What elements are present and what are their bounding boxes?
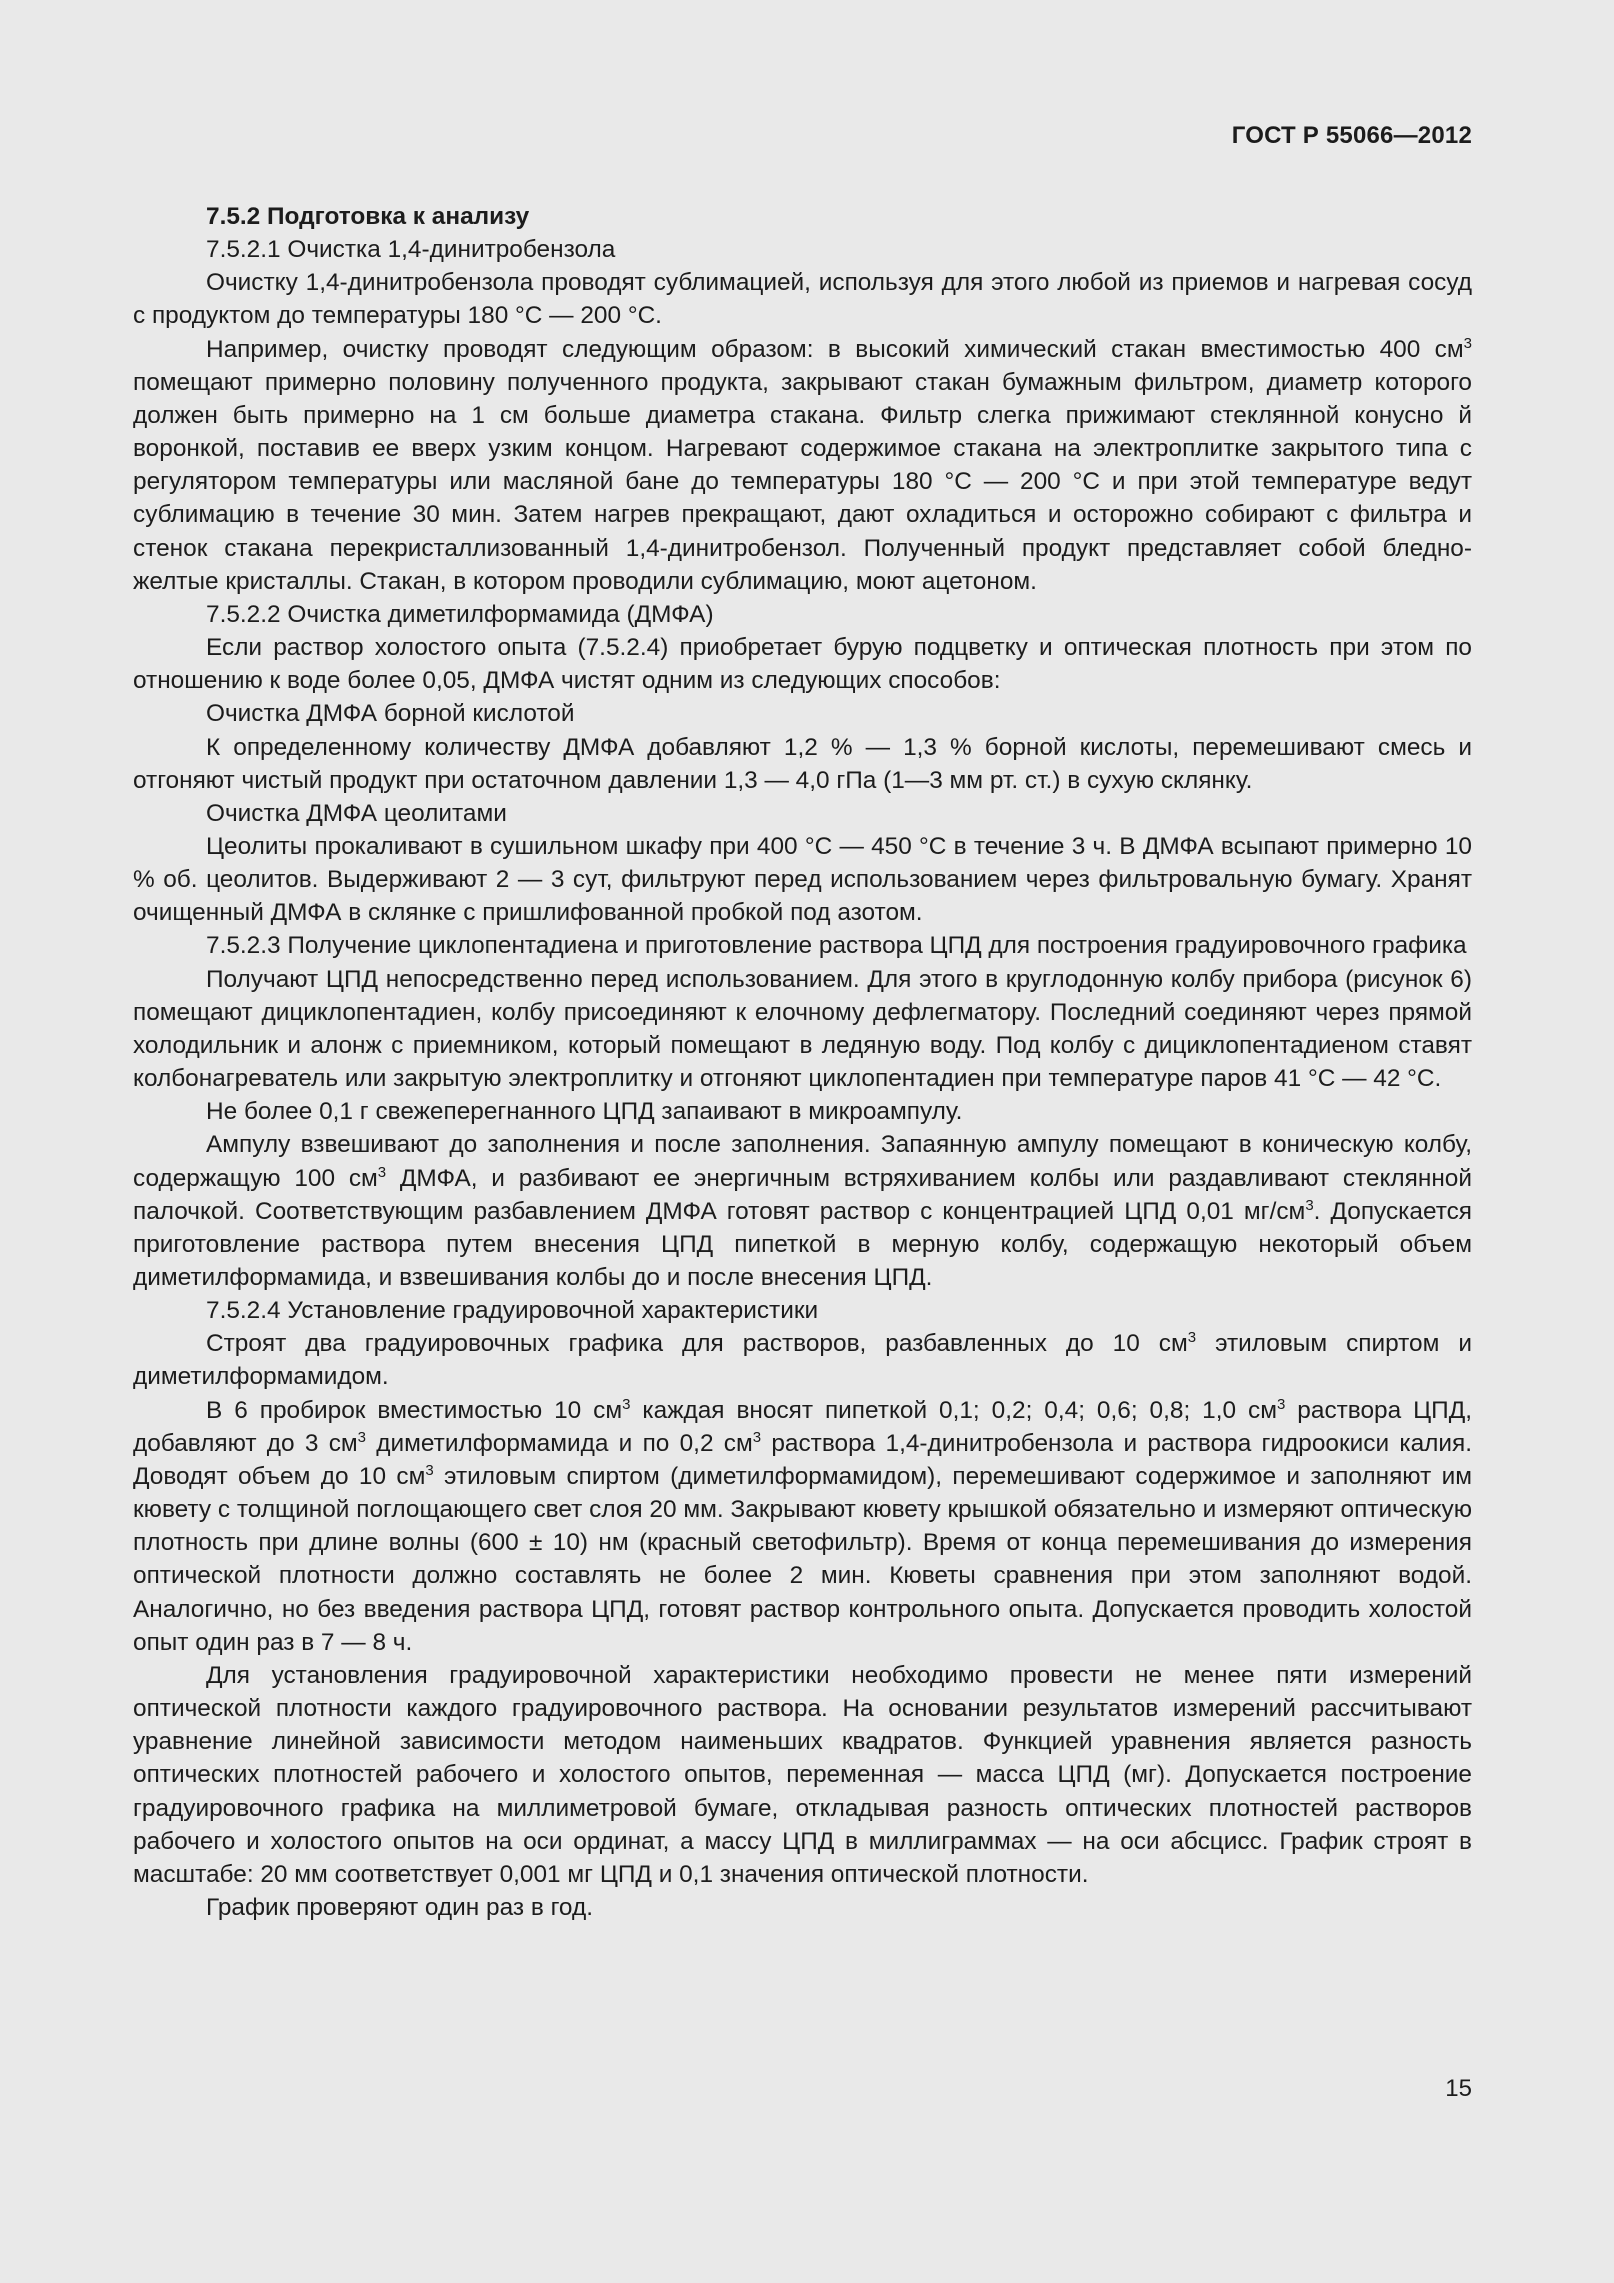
paragraph: Строят два градуировочных графика для растворов, разбавленных до 10 $см^3$ этиловым спиртом и диметилформамидом.: [133, 1329, 1472, 1391]
superscript: 3: [357, 1428, 367, 1446]
paragraph: Получают ЦПД непосредственно перед использованием. Для этого в круглодонную колбу прибора (рисунок 6) помещают дициклопентадиен, колбу присоединяют к елочному дефлегматору. Последний соединяют через прямой холодильник и алонж с приемником, который помещают в ледяную воду. Под колбу с дициклопентадиеном ставят колбонагреватель или закрытую электроплитку и отгоняют циклопентадиен при температуре паров 41 °С — 42 °С.: [133, 965, 1472, 1093]
paragraph: 7.5.2.4 Установление градуировочной характеристики: [206, 1297, 819, 1325]
paragraph: Очистка ДМФА цеолитами: [206, 799, 507, 827]
superscript: 3: [1305, 1196, 1314, 1214]
paragraph: График проверяют один раз в год.: [206, 1893, 593, 1921]
superscript: 3: [425, 1461, 434, 1479]
paragraph: К определенному количеству ДМФА добавляют 1,2 % — 1,3 % борной кислоты, перемешивают смесь и отгоняют чистый продукт при остаточном давлении 1,3 — 4,0 гПа (1—3 мм рт. ст.) в сухую склянку.: [133, 733, 1472, 794]
paragraph: Для установления градуировочной характеристики необходимо провести не менее пяти измерений оптической плотности каждого градуировочного раствора. На основании результатов измерений рассчитывают уравнение линейной зависимости методом наименьших квадратов. Функцией уравнения является разность оптических плотностей рабочего и холостого опытов, переменная — масса ЦПД (мг). Допускается построение градуировочного графика на миллиметровой бумаге, откладывая разность оптических плотностей растворов рабочего и холостого опытов на оси ординат, а массу ЦПД в миллиграммах — на оси абсцисс. График строят в масштабе: 20 мм соответствует 0,001 мг ЦПД и 0,1 значения оптической плотности.: [133, 1661, 1472, 1888]
paragraph: Ампулу взвешивают до заполнения и после заполнения. Запаянную ампулу помещают в коническую колбу, содержащую 100 $см^3$ ДМФА, и разбивают ее энергичным встряхиванием колбы или раздавливают стеклянной палочкой. Соответствующим разбавлением ДМФА готовят раствор с концентрацией ЦПД 0,01 $мг/см^3$. Допускается приготовление раствора путем внесения ЦПД пипеткой в мерную колбу, содержащую некоторый объем диметилформамида, и взвешивания колбы до и после внесения ЦПД.: [133, 1131, 1472, 1291]
paragraph: Цеолиты прокаливают в сушильном шкафу при 400 °С — 450 °С в течение 3 ч. В ДМФА всыпают примерно 10 % об. цеолитов. Выдерживают 2 — 3 сут, фильтруют перед использованием через фильтровальную бумагу. Хранят очищенный ДМФА в склянке с пришлифованной пробкой под азотом.: [133, 832, 1472, 927]
paragraph: 7.5.2.2 Очистка диметилформамида (ДМФА): [206, 600, 714, 628]
paragraph: Очистка ДМФА борной кислотой: [206, 700, 575, 728]
paragraph: Очистку 1,4-динитробензола проводят сублимацией, используя для этого любой из приемов и нагревая сосуд с продуктом до температуры 180 °С — 200 °С.: [133, 269, 1472, 330]
standard-designation: ГОСТ Р 55066—2012: [1231, 122, 1472, 149]
paragraph: Не более 0,1 г свежеперегнанного ЦПД запаивают в микроампулу.: [206, 1098, 963, 1126]
superscript: 3: [1187, 1329, 1197, 1347]
superscript: 3: [1463, 334, 1472, 352]
superscript: 3: [377, 1163, 387, 1181]
paragraph: 7.5.2.1 Очистка 1,4-динитробензола: [206, 236, 616, 264]
superscript: 3: [752, 1428, 762, 1446]
paragraph: Например, очистку проводят следующим образом: в высокий химический стакан вместимостью 400 $см^3$ помещают примерно половину полученного продукта, закрывают стакан бумажным фильтром, диаметр которого должен быть примерно на 1 см больше диаметра стакана. Фильтр слегка прижимают стеклянной конусно й воронкой, поставив ее вверх узким концом. Нагревают содержимое стакана на электроплитке закрытого типа с регулятором температуры или масляной бане до температуры 180 °С — 200 °С и при этой температуре ведут сублимацию в течение 30 мин. Затем нагрев прекращают, дают охладиться и осторожно собирают с фильтра и стенок стакана перекристаллизованный 1,4-динитробензол. Полученный продукт представляет собой бледно-желтые кристаллы. Стакан, в котором проводили сублимацию, моют ацетоном.: [133, 334, 1472, 595]
document-body: [133, 200, 1472, 1924]
page-number: 15: [1445, 2075, 1472, 2102]
paragraph: Если раствор холостого опыта (7.5.2.4) приобретает бурую подцветку и оптическая плотность при этом по отношению к воде более 0,05, ДМФА чистят одним из следующих способов:: [133, 634, 1472, 695]
superscript: 3: [1277, 1395, 1286, 1413]
paragraph: В 6 пробирок вместимостью 10 $см^3$ каждая вносят пипеткой 0,1; 0,2; 0,4; 0,6; 0,8; 1,0 $см^3$ раствора ЦПД, добавляют до 3 $см^3$ диметилформамида и по 0,2 $см^3$ раствора 1,4-динитробензола и раствора гидроокиси калия. Доводят объем до 10 $см^3$ этиловым спиртом (диметилформамидом), перемешивают содержимое и заполняют им кювету с толщиной поглощающего свет слоя 20 мм. Закрывают кювету крышкой обязательно и измеряют оптическую плотность при длине волны (600 ± 10) нм (красный светофильтр). Время от конца перемешивания до измерения оптической плотности должно составлять не более 2 мин. Кюветы сравнения при этом заполняют водой. Аналогично, но без введения раствора ЦПД, готовят раствор контрольного опыта. Допускается проводить холостой опыт один раз в 7 — 8 ч.: [133, 1395, 1473, 1656]
section-heading: 7.5.2 Подготовка к анализу: [206, 203, 530, 230]
superscript: 3: [622, 1395, 631, 1413]
paragraph: 7.5.2.3 Получение циклопентадиена и приготовление раствора ЦПД для построения градуировочного графика: [206, 932, 1467, 960]
